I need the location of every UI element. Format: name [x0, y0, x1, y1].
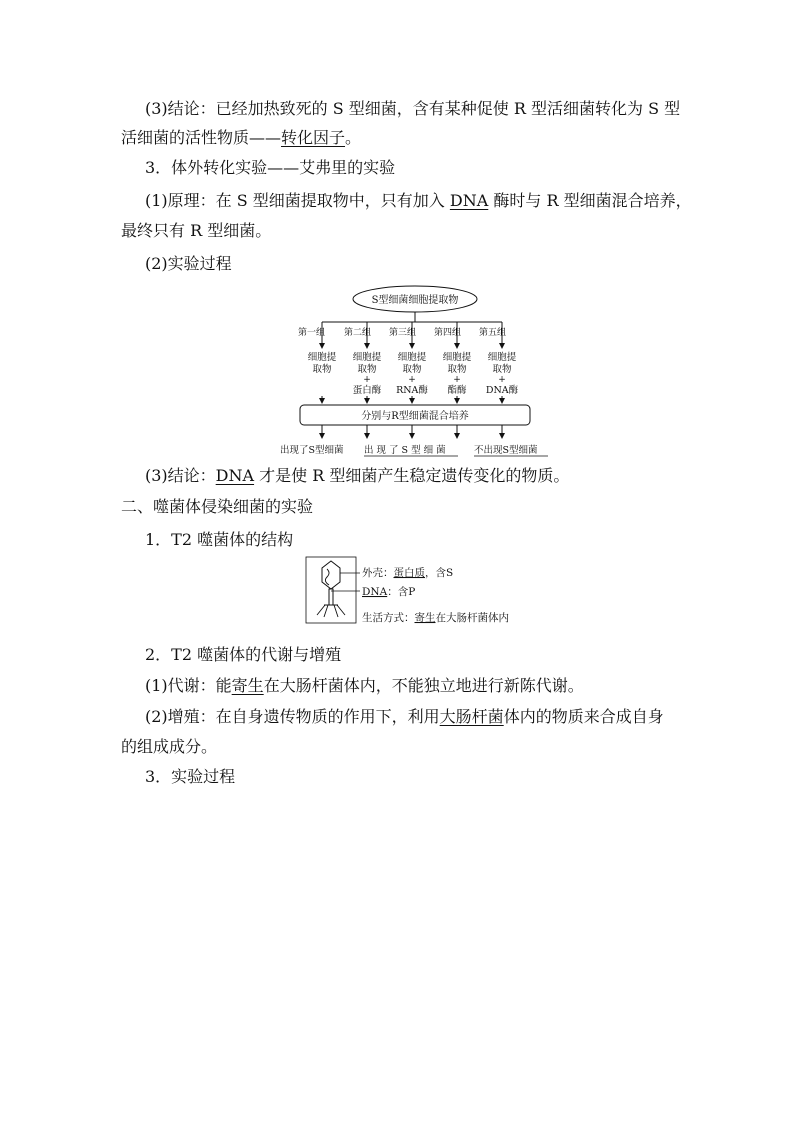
plus-sign: + — [498, 375, 506, 385]
plus-sign: + — [408, 375, 416, 385]
text: 才是使 R 型细菌产生稳定遗传变化的物质。 — [254, 466, 570, 485]
dna-label: DNA：含P — [362, 586, 416, 598]
figure-frame — [306, 557, 356, 623]
mix-label: 分别与R型细菌混合培养 — [361, 411, 469, 422]
group-label: 第二组 — [344, 328, 372, 338]
extract-label: 取物 — [492, 364, 512, 375]
result-left: 出现了S型细菌 — [280, 445, 344, 456]
answer-blank: 转化因子 — [281, 128, 346, 147]
enzyme-label: 酯酶 — [447, 385, 467, 396]
text: 活细菌的活性物质—— — [121, 128, 282, 147]
heading-phage-structure: 1．T2 噬菌体的结构 — [145, 530, 294, 549]
extract-label: 取物 — [357, 364, 377, 375]
avery-experiment-diagram — [280, 282, 560, 466]
extract-label: 取物 — [447, 364, 467, 375]
enzyme-labels — [353, 384, 519, 396]
phage-structure-figure — [300, 555, 540, 634]
text: (1)代谢：能 — [145, 676, 232, 695]
proliferation-line-2: 的组成成分。 — [121, 737, 218, 756]
text: (1)原理：在 S 型细菌提取物中，只有加入 — [145, 191, 450, 210]
process-title: (2)实验过程 — [145, 254, 232, 273]
proliferation-line-1 — [145, 707, 664, 727]
extract-labels — [308, 351, 517, 375]
extract-label: 细胞提 — [442, 352, 472, 363]
answer-blank: DNA — [449, 191, 489, 210]
group-label: 第四组 — [434, 328, 462, 338]
conclusion-3 — [145, 466, 569, 486]
text: 体内的物质来合成自身 — [503, 707, 664, 726]
extract-label: 取物 — [312, 364, 332, 375]
text: (2)增殖：在自身遗传物质的作用下，利用 — [145, 707, 440, 726]
result-arrows — [322, 425, 502, 438]
answer-blank: 寄生 — [231, 676, 264, 695]
conclusion-1-line-1: (3)结论：已经加热致死的 S 型细菌，含有某种促使 R 型活细菌转化为 S 型 — [145, 99, 681, 118]
plus-signs — [363, 375, 506, 385]
extract-label: 细胞提 — [487, 352, 517, 363]
tail-fibers — [317, 605, 345, 617]
extract-label: 细胞提 — [307, 352, 337, 363]
extract-label: 取物 — [402, 364, 422, 375]
phage-head — [322, 561, 340, 589]
enzyme-label: RNA酶 — [396, 385, 428, 396]
enzyme-label: DNA酶 — [485, 385, 519, 396]
top-label: S型细菌细胞提取物 — [371, 295, 459, 306]
text: 在大肠杆菌体内，不能独立地进行新陈代谢。 — [263, 676, 584, 695]
extract-label: 细胞提 — [397, 352, 427, 363]
text: 。 — [345, 128, 362, 147]
to-mix-arrows — [322, 396, 502, 403]
answer-blank: DNA — [215, 466, 255, 485]
group-label: 第一组 — [298, 328, 326, 338]
section-heading-phage: 二、噬菌体侵染细菌的实验 — [121, 497, 314, 516]
text: 酶时与 R 型细菌混合培养， — [488, 191, 692, 210]
result-middle: 出 现 了 S 型 细 菌 — [364, 445, 446, 456]
conclusion-1-line-2 — [121, 128, 361, 148]
principle-line-1 — [145, 191, 692, 211]
life-mode-label: 生活方式：寄生在大肠杆菌体内 — [362, 612, 509, 624]
group-labels — [298, 326, 506, 338]
shell-label: 外壳：蛋白质，含S — [362, 567, 454, 579]
extract-label: 细胞提 — [352, 352, 382, 363]
principle-line-2: 最终只有 R 型细菌。 — [121, 221, 272, 240]
heading-phage-metabolism: 2．T2 噬菌体的代谢与增殖 — [145, 645, 342, 664]
heading-experiment-process: 3．实验过程 — [145, 767, 236, 786]
group-label: 第五组 — [479, 328, 507, 338]
enzyme-label: 蛋白酶 — [352, 385, 382, 396]
phage-dna — [325, 569, 329, 585]
answer-blank: 大肠杆菌 — [439, 707, 504, 726]
phage-tail — [329, 589, 333, 605]
group-label: 第三组 — [389, 328, 417, 338]
plus-sign: + — [363, 375, 371, 385]
plus-sign: + — [453, 375, 461, 385]
result-right: 不出现S型细菌 — [474, 445, 538, 456]
text: (3)结论： — [145, 466, 216, 485]
metabolism-line — [145, 676, 584, 696]
heading-avery-experiment: 3．体外转化实验——艾弗里的实验 — [145, 158, 396, 177]
result-labels — [280, 444, 548, 456]
